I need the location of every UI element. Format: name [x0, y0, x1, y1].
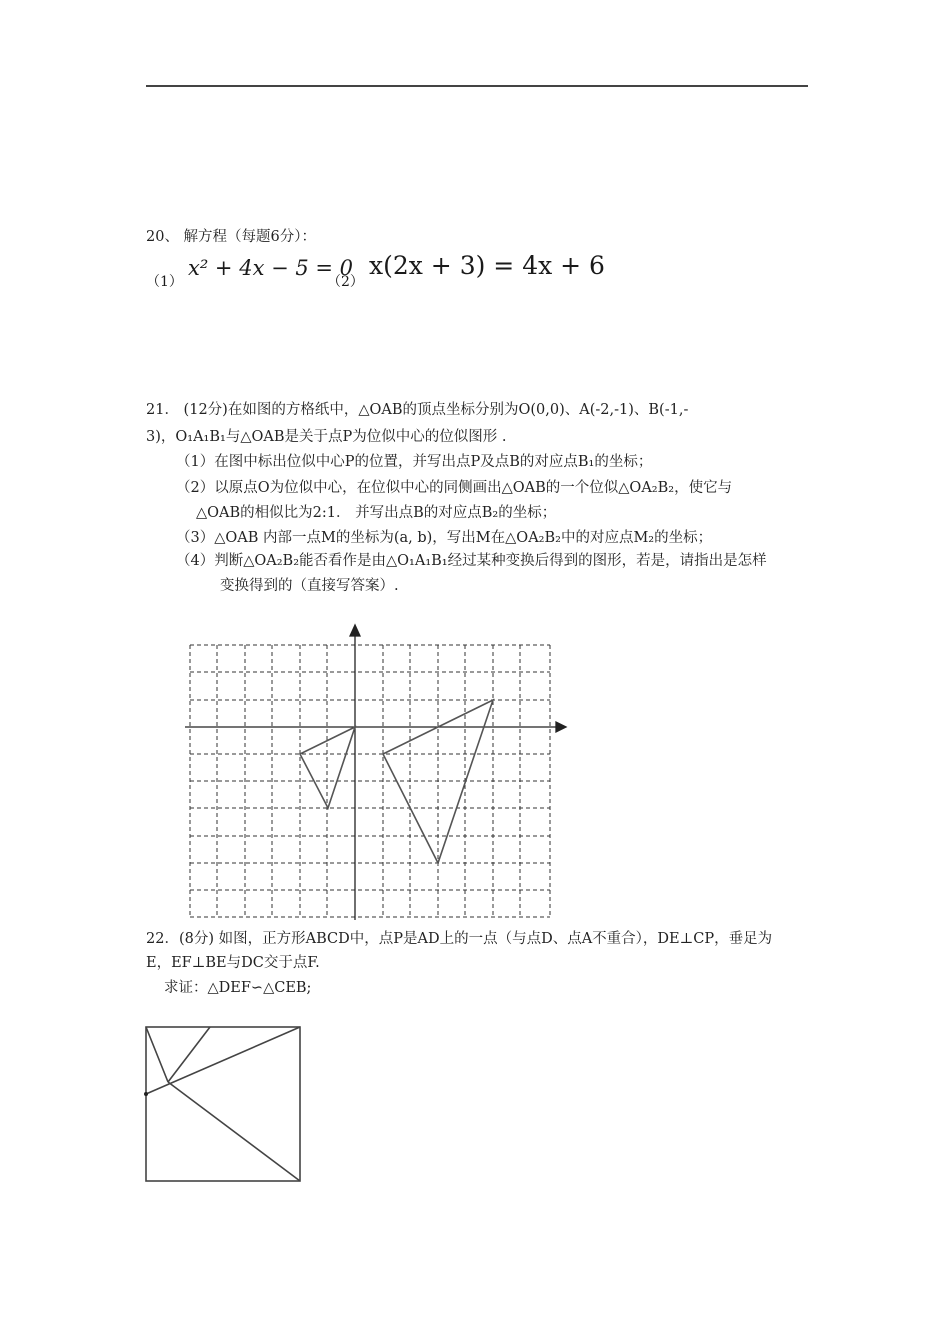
q21-item4b: 变换得到的（直接写答案）.	[220, 578, 399, 594]
q22-line1: 22．(8分) 如图，正方形ABCD中，点P是AD上的一点（与点D、点A不重合），DE⊥CP，垂足为	[146, 931, 773, 947]
q20-heading: 20、 解方程（每题6分）：	[146, 229, 317, 245]
square-abcd	[146, 1027, 300, 1181]
segment-cp	[146, 1027, 300, 1094]
square-figure	[140, 1020, 310, 1190]
q21-line1: 21． (12分)在如图的方格纸中，△OAB的顶点坐标分别为O(0,0)、A(-2,-1)、B(-1,-	[146, 402, 689, 418]
q21-item1: （1）在图中标出位似中心P的位置，并写出点P及点B的对应点B₁的坐标；	[176, 454, 653, 470]
q21-item2b: △OAB的相似比为2:1． 并写出点B的对应点B₂的坐标；	[196, 505, 557, 521]
q20-part2-label: （2）	[327, 274, 364, 290]
q20-part2-equation: x(2x + 3) = 4x + 6	[369, 251, 605, 280]
segment-de	[146, 1027, 168, 1082]
grid-figure	[180, 620, 580, 925]
q21-item4a: （4）判断△OA₂B₂能否看作是由△O₁A₁B₁经过某种变换后得到的图形，若是，请指出是怎样	[176, 553, 767, 569]
y-axis-arrow	[350, 625, 360, 636]
header-rule	[146, 85, 808, 87]
segment-ef	[168, 1027, 210, 1082]
point-p	[144, 1092, 148, 1096]
q21-item3: （3）△OAB 内部一点M的坐标为(a, b)，写出M在△OA₂B₂中的对应点M₂的坐标；	[176, 530, 713, 546]
segment-eb	[168, 1082, 300, 1181]
q20-part1-equation: x² + 4x − 5 = 0	[188, 256, 354, 280]
q22-prove: 求证：△DEF∽△CEB;	[164, 980, 312, 996]
q21-line2: 3)，O₁A₁B₁与△OAB是关于点P为位似中心的位似图形 .	[146, 429, 507, 445]
q22-line2: E，EF⊥BE与DC交于点F.	[146, 955, 320, 971]
grid-lines	[190, 645, 550, 917]
q20-part1-label: （1）	[146, 274, 183, 290]
x-axis-arrow	[556, 722, 566, 732]
q21-item2a: （2）以原点O为位似中心，在位似中心的同侧画出△OAB的一个位似△OA₂B₂，使它与	[176, 480, 733, 496]
axes	[185, 625, 566, 920]
